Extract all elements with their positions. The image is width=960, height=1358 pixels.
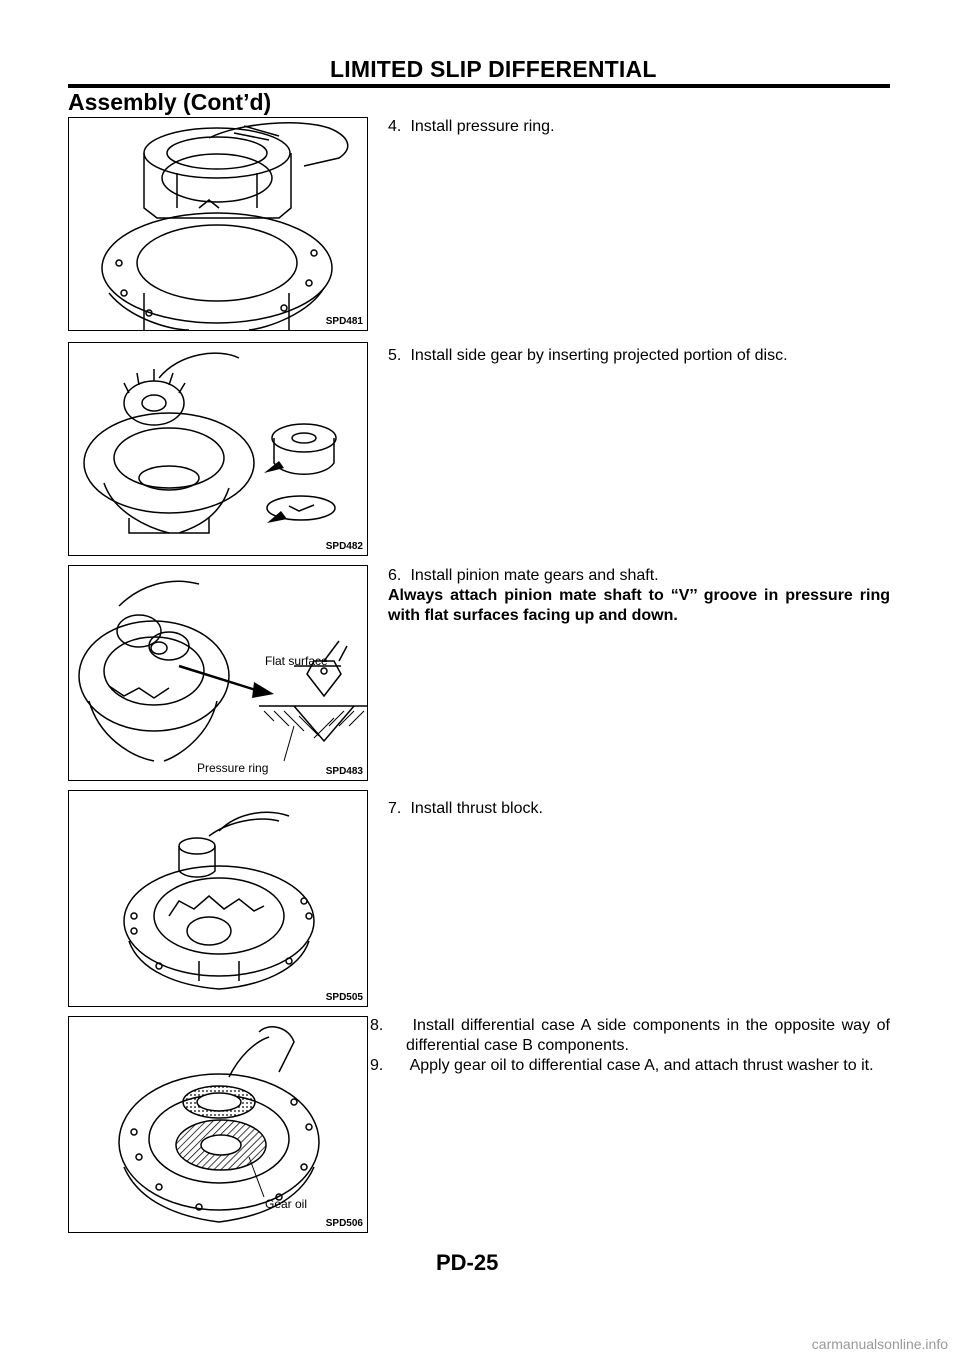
header-divider xyxy=(68,84,890,88)
steps-8-9 xyxy=(370,1016,890,1076)
figure-code: SPD506 xyxy=(325,1218,363,1229)
step-6: 6. Install pinion mate gears and shaft. Always attach pinion mate shaft to “V’’ groove in pressure ring with flat surfaces facing up and down. xyxy=(388,567,890,624)
figure-code: SPD481 xyxy=(325,316,363,327)
pinion-mate-illustration xyxy=(69,566,367,780)
figure-spd481 xyxy=(68,117,368,331)
figure-spd482 xyxy=(68,342,368,556)
pressure-ring-illustration xyxy=(69,118,367,330)
callout-pressure-ring: Pressure ring xyxy=(197,761,269,775)
thrust-block-illustration xyxy=(69,791,367,1006)
step-8: 8. Install differential case A side components in the opposite way of differential case B components. xyxy=(370,1017,890,1054)
gear-oil-illustration xyxy=(69,1017,367,1232)
figure-code: SPD482 xyxy=(325,541,363,552)
callout-gear-oil: Gear oil xyxy=(265,1197,308,1211)
step-5: 5. Install side gear by inserting projected portion of disc. xyxy=(388,347,788,364)
step-4: 4. Install pressure ring. xyxy=(388,118,555,135)
section-title: LIMITED SLIP DIFFERENTIAL xyxy=(330,56,657,82)
side-gear-illustration xyxy=(69,343,367,555)
section-subtitle: Assembly (Cont’d) xyxy=(68,89,272,115)
figure-spd506 xyxy=(68,1016,368,1233)
figure-spd505 xyxy=(68,790,368,1007)
step-9: 9. Apply gear oil to differential case A, and attach thrust washer to it. xyxy=(370,1057,874,1074)
watermark: carmanualsonline.info xyxy=(811,1336,948,1352)
page-number: PD-25 xyxy=(436,1250,499,1275)
figure-spd483 xyxy=(68,565,368,781)
step-7: 7. Install thrust block. xyxy=(388,800,543,817)
figure-code: SPD505 xyxy=(325,992,363,1003)
callout-flat-surface: Flat surface xyxy=(265,654,328,668)
step-6-note: Always attach pinion mate shaft to “V’’ groove in pressure ring with flat surfaces facing up and down. xyxy=(388,587,890,624)
figure-code: SPD483 xyxy=(325,766,363,777)
